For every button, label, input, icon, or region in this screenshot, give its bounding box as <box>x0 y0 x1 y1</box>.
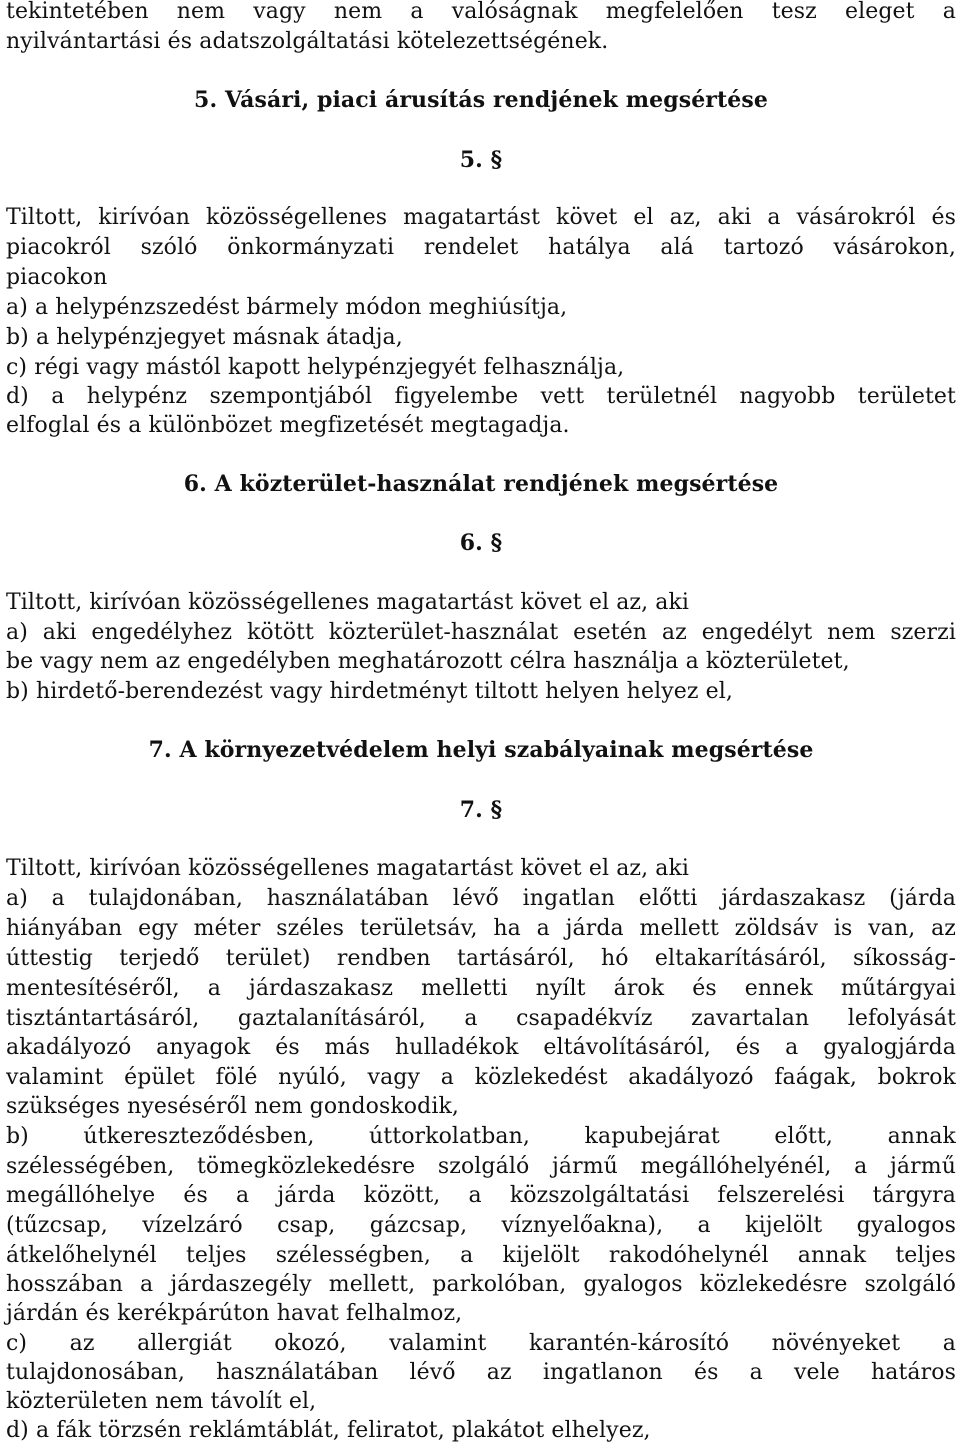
list-item: b) a helypénzjegyet másnak átadja, <box>6 325 403 350</box>
text-line: szükséges nyeséséről nem gondoskodik, <box>6 1094 459 1119</box>
section-heading: 7. A környezetvédelem helyi szabályainak megsértése <box>148 737 814 763</box>
list-item: b) hirdető-berendezést vagy hirdetményt tiltott helyen helyez el, <box>6 679 733 704</box>
list-item: d) a fák törzsén reklámtáblát, feliratot, plakátot elhelyez, <box>6 1418 651 1443</box>
list-item: a) a helypénzszedést bármely módon meghiúsítja, <box>6 295 568 320</box>
text-line: tulajdonosában, használatában lévő az ingatlanon és a vele határos <box>6 1360 956 1385</box>
text-line: be vagy nem az engedélyben meghatározott célra használja a közterületet, <box>6 649 850 674</box>
text-line: Tiltott, kirívóan közösségellenes magatartást követ el az, aki <box>6 590 690 615</box>
text-line: akadályozó anyagok és más hulladékok eltávolításáról, és a gyalogjárda <box>6 1035 956 1060</box>
text-line: Tiltott, kirívóan közösségellenes magatartást követ el az, aki <box>6 856 690 881</box>
text-line: járdán és kerékpárúton havat felhalmoz, <box>6 1301 463 1326</box>
list-item: c) régi vagy mástól kapott helypénzjegyét felhasználja, <box>6 355 625 380</box>
paragraph-mark: 6. § <box>459 530 503 556</box>
text-line: nyilvántartási és adatszolgáltatási kötelezettségének. <box>6 29 609 54</box>
text-line: elfoglal és a különbözet megfizetését megtagadja. <box>6 413 570 438</box>
section-heading: 5. Vásári, piaci árusítás rendjének megsértése <box>194 87 768 113</box>
text-line: Tiltott, kirívóan közösségellenes magatartást követ el az, aki a vásárokról és <box>6 205 956 230</box>
list-item: a) aki engedélyhez kötött közterület-használat esetén az engedélyt nem szerzi <box>6 620 956 645</box>
text-line: piacokról szóló önkormányzati rendelet hatálya alá tartozó vásárokon, <box>6 235 956 260</box>
text-line: tekintetében nem vagy nem a valóságnak megfelelően tesz eleget a <box>6 0 956 24</box>
text-line: hiányában egy méter széles területsáv, ha a járda mellett zöldsáv is van, az <box>6 916 956 941</box>
list-item: a) a tulajdonában, használatában lévő ingatlan előtti járdaszakasz (járda <box>6 886 956 911</box>
text-line: közterületen nem távolít el, <box>6 1389 317 1414</box>
text-line: (tűzcsap, vízelzáró csap, gázcsap, víznyelőakna), a kijelölt gyalogos <box>6 1213 956 1238</box>
text-line: tisztántartásáról, gaztalanításáról, a csapadékvíz zavartalan lefolyását <box>6 1006 956 1031</box>
text-line: megállóhelye és a járda között, a közszolgáltatási felszerelési tárgyra <box>6 1183 956 1208</box>
text-line: valamint épület fölé nyúló, vagy a közlekedést akadályozó faágak, bokrok <box>6 1065 956 1090</box>
text-line: piacokon <box>6 265 108 290</box>
text-line: mentesítéséről, a járdaszakasz melletti nyílt árok és ennek műtárgyai <box>6 976 956 1001</box>
text-line: hosszában a járdaszegély mellett, parkolóban, gyalogos közlekedésre szolgáló <box>6 1272 956 1297</box>
list-item: b) útkereszteződésben, úttorkolatban, kapubejárat előtt, annak <box>6 1124 956 1149</box>
paragraph-mark: 5. § <box>459 147 503 173</box>
list-item: c) az allergiát okozó, valamint karantén-károsító növényeket a <box>6 1331 956 1356</box>
text-line: átkelőhelynél teljes szélességben, a kijelölt rakodóhelynél annak teljes <box>6 1243 956 1268</box>
paragraph-mark: 7. § <box>459 797 503 823</box>
text-line: úttestig terjedő terület) rendben tartásáról, hó eltakarításáról, síkosság- <box>6 946 956 971</box>
section-heading: 6. A közterület-használat rendjének megsértése <box>183 471 779 497</box>
list-item: d) a helypénz szempontjából figyelembe vett területnél nagyobb területet <box>6 384 956 409</box>
text-line: szélességében, tömegközlekedésre szolgáló jármű megállóhelyénél, a jármű <box>6 1154 956 1179</box>
